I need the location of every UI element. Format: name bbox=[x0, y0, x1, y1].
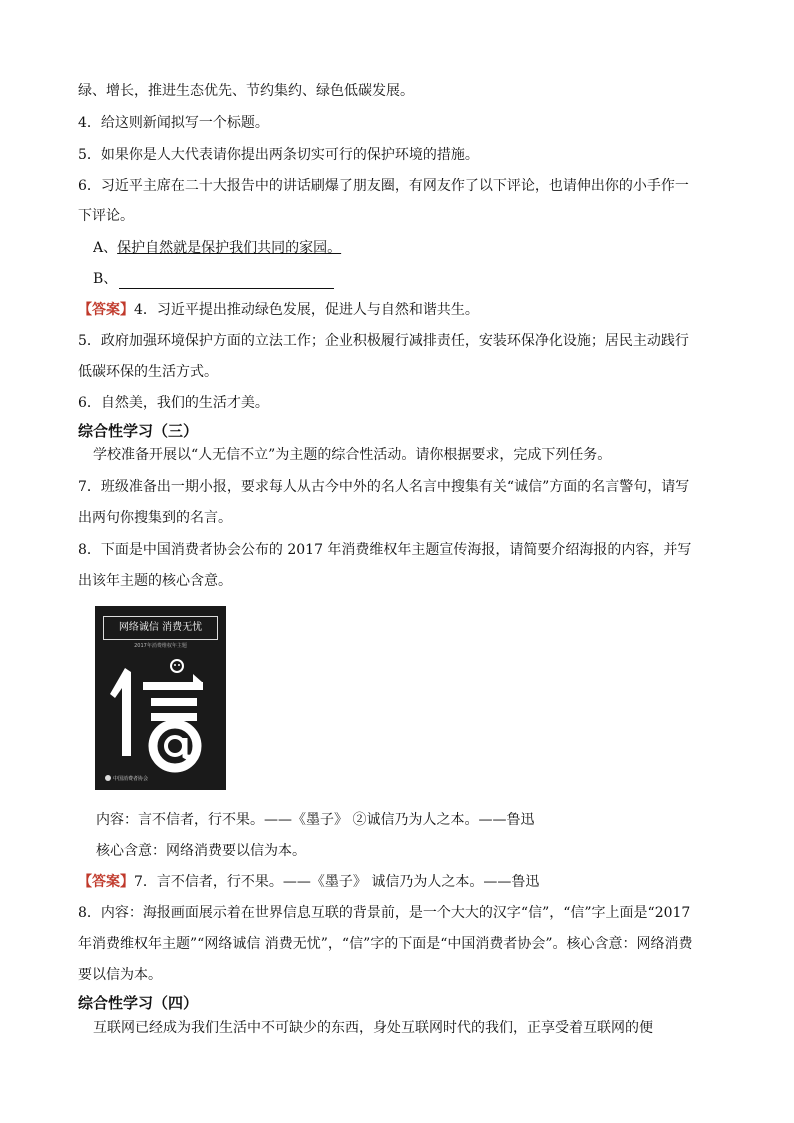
section-intro-4: 互联网已经成为我们生活中不可缺少的东西，身处互联网时代的我们，正享受着互联网的便 bbox=[93, 1020, 653, 1036]
answer-tag: 【答案】 bbox=[78, 874, 134, 890]
answer-8-cont: 年消费维权年主题”“网络诚信 消费无忧”，“信”字的下面是“中国消费者协会”。核心含意：网络消费 bbox=[78, 936, 693, 952]
question-6-cont: 下评论。 bbox=[78, 208, 134, 224]
section-intro-3: 学校准备开展以“人无信不立”为主题的综合性活动。请你根据要求，完成下列任务。 bbox=[93, 447, 612, 463]
poster-footer: 中国消费者协会 bbox=[113, 776, 149, 782]
poster-title: 网络诚信 消费无忧 bbox=[103, 616, 218, 640]
question-7: 7．班级准备出一期小报，要求每人从古今中外的名人名言中搜集有关“诚信”方面的名言警句，请写 bbox=[78, 479, 690, 495]
question-6: 6．习近平主席在二十大报告中的讲话刷爆了朋友圈，有网友作了以下评论，也请伸出你的小手作一 bbox=[78, 178, 689, 194]
text-line: 绿、增长，推进生态优先、节约集约、绿色低碳发展。 bbox=[78, 83, 414, 99]
answer-tag: 【答案】 bbox=[78, 302, 134, 318]
question-8: 8．下面是中国消费者协会公布的 2017 年消费维权年主题宣传海报，请简要介绍海报的内容，并写 bbox=[78, 542, 692, 558]
option-a-text: 保护自然就是保护我们共同的家园。 bbox=[117, 240, 342, 256]
answer-8: 8．内容：海报画面展示着在世界信息互联的背景前，是一个大大的汉字“信”，“信”字上面是“2017 bbox=[78, 905, 691, 921]
section-heading-4: 综合性学习（四） bbox=[78, 994, 199, 1012]
question-7-cont: 出两句你搜集到的名言。 bbox=[78, 510, 232, 526]
option-b: B、 bbox=[93, 269, 738, 289]
question-4: 4．给这则新闻拟写一个标题。 bbox=[78, 115, 269, 131]
option-a: A、保护自然就是保护我们共同的家园。 bbox=[93, 240, 342, 256]
section-heading-3: 综合性学习（三） bbox=[78, 422, 199, 440]
poster-subtitle: 2017年消费维权年主题 bbox=[134, 643, 187, 649]
question-8-cont: 出该年主题的核心含意。 bbox=[78, 573, 232, 589]
answer-7: 【答案】7．言不信者，行不果。——《墨子》 诚信乃为人之本。——鲁迅 bbox=[78, 874, 540, 890]
answer-6: 6．自然美，我们的生活才美。 bbox=[78, 395, 269, 411]
core-meaning-line: 核心含意：网络消费要以信为本。 bbox=[96, 843, 306, 859]
question-5: 5．如果你是人大代表请你提出两条切实可行的保护环境的措施。 bbox=[78, 147, 479, 163]
answer-5: 5．政府加强环境保护方面的立法工作；企业积极履行减排责任，安装环保净化设施；居民主动践行 bbox=[78, 333, 689, 349]
answer-8-end: 要以信为本。 bbox=[78, 967, 162, 983]
answer-blank[interactable] bbox=[119, 273, 334, 289]
xin-character-graphic bbox=[95, 606, 226, 790]
consumer-poster-image bbox=[95, 606, 226, 790]
content-line: 内容：言不信者，行不果。——《墨子》 ②诚信乃为人之本。——鲁迅 bbox=[96, 812, 535, 828]
answer-4: 【答案】4．习近平提出推动绿色发展，促进人与自然和谐共生。 bbox=[78, 302, 479, 318]
answer-5-cont: 低碳环保的生活方式。 bbox=[78, 364, 218, 380]
